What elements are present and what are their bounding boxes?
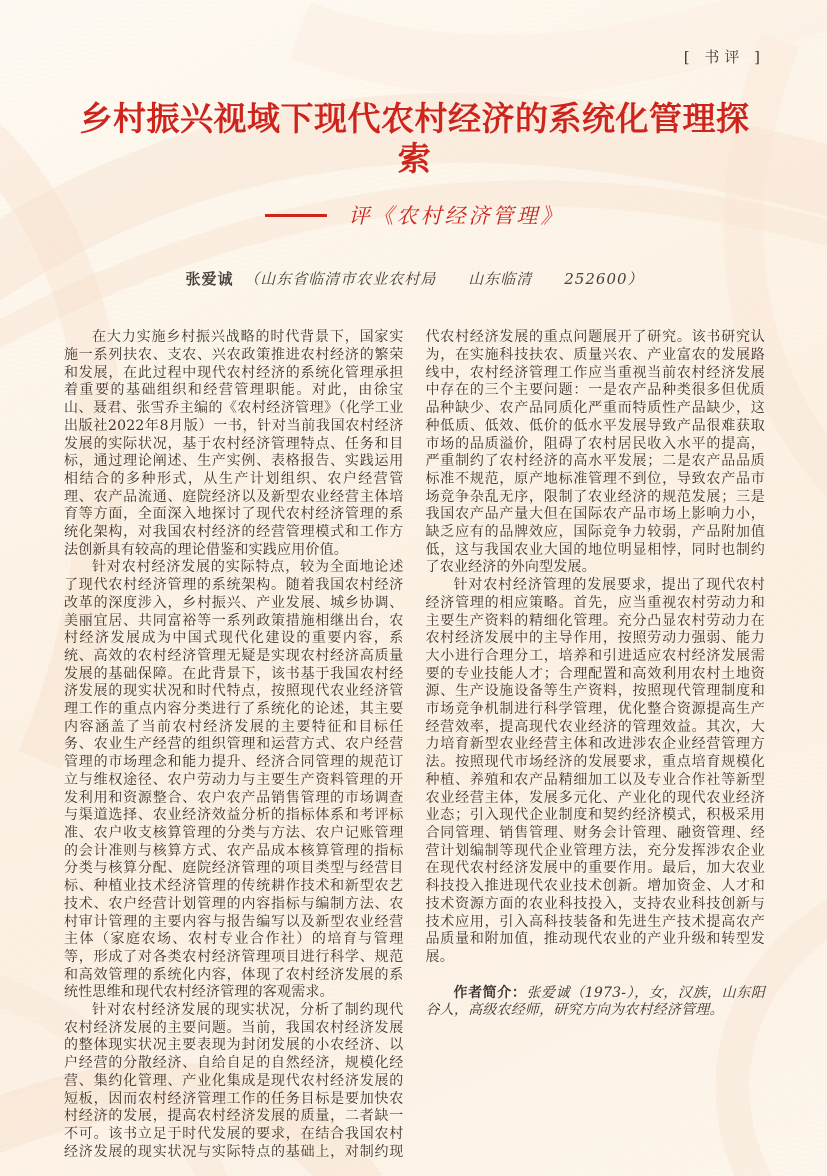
author-name: 张爱诚 bbox=[185, 270, 234, 289]
author-bio bbox=[426, 985, 766, 1020]
body-paragraph-3: 针对农村经济发展的现实状况，分析了制约现代农村经济发展的主要问题。当前，我国农村经济发展的整体现实状况主要表现为封闭发展的小农经济、以户经营的分散经济、自给自足的自然经济，规模化经营、集约化管理、产业化集成是现代农村经济发展的短板，因而农村经济管理工作的任务目标是要加快农村经济的发展，提高农村经济发展的质量，二者缺一不可。该书立足于时代发展的要求，在结合我国农村经济发展的现实状况与实际特点的基础上，对制约现代农村经济发展的重点问题展开了研究。该书研究认为，在实施科技扶农、质量兴农、产业富农的发展路线中，农村经济管理工作应当重视当前农村经济发展中存在的三个主要问题：一是农产品种类很多但优质品种缺少、农产品同质化严重而特质性产品缺少，这种低质、低效、低价的低水平发展导致产品很难获取市场的品质溢价，阻碍了农村居民收入水平的提高，严重制约了农村经济的高水平发展；二是农产品品质标准不规范，原产地标准管理不到位，导致农产品市场竞争杂乱无序，限制了农业经济的规范发展；三是我国农产品产量大但在国际农产品市场上影响力小，缺乏应有的品牌效应，国际竞争力较弱，产品附加值低，这与我国农业大国的地位明显相悖，同时也制约了农业经济的外向型发展。 bbox=[64, 329, 765, 1160]
subtitle-text: 评《农村经济管理》 bbox=[348, 204, 565, 229]
body-paragraph-2: 针对农村经济发展的实际特点，较为全面地论述了现代农村经济管理的系统架构。随着我国农村经济改革的深度涉入，乡村振兴、产业发展、城乡协调、美丽宜居、共同富裕等一系列政策措施相继出台，农村经济发展成为中国式现代化建设的重要内容，系统、高效的农村经济管理无疑是实现农村经济高质量发展的基础保障。在此背景下，该书基于我国农村经济发展的现实状况和时代特点，按照现代农业经济管理工作的重点内容分类进行了系统化的论述，其主要内容涵盖了当前农村经济发展的主要特征和目标任务、农业生产经营的组织管理和运营方式、农户经营管理的市场理念和能力提升、经济合同管理的规范订立与维权途径、农户劳动力与主要生产资料管理的开发利用和资源整合、农户农产品销售管理的市场调查与渠道选择、农业经济效益分析的指标体系和考评标准、农户收支核算管理的分类与方法、农户记账管理的会计准则与核算方式、农产品成本核算管理的指标分类与核算分配、庭院经济管理的项目类型与经营目标、种植业技术经济管理的传统耕作技术和新型农艺技术、农户经营计划管理的内容指标与编制方法、农村审计管理的主要内容与报告编写以及新型农业经营主体（家庭农场、农村专业合作社）的培育与管理等，形成了对各类农村经济管理项目进行科学、规范和高效管理的系统化内容，体现了农村经济发展的系统性思维和现代农村经济管理的客观需求。 bbox=[64, 559, 404, 1001]
category-tag: [ 书评 ] bbox=[683, 48, 765, 66]
body-paragraph-1: 在大力实施乡村振兴战略的时代背景下，国家实施一系列扶农、支农、兴农政策推进农村经济的繁荣和发展，在此过程中现代农村经济的系统化管理承担着重要的基础组织和经营管理职能。对此，由徐宝山、聂君、张雪乔主编的《农村经济管理》（化学工业出版社2022年8月版）一书，针对当前我国农村经济发展的实际状况，基于农村经济管理特点、任务和目标，通过理论阐述、生产实例、表格报告、实践运用相结合的多种形式，从生产计划组织、农户经营管理、农产品流通、庭院经济以及新型农业经营主体培育等方面，全面深入地探讨了现代农村经济管理的系统化架构，对我国农村经济的经营管理模式和工作方法创新具有较高的理论借鉴和实践应用价值。 bbox=[64, 329, 404, 558]
subtitle-dash-line bbox=[265, 214, 327, 217]
article-subtitle bbox=[64, 200, 765, 230]
author-bio-label: 作者简介： bbox=[453, 984, 527, 1001]
byline bbox=[64, 268, 765, 289]
author-affiliation: （山东省临清市农业农村局 山东临清 252600） bbox=[244, 270, 644, 289]
article-title: 乡村振兴视域下现代农村经济的系统化管理探索 bbox=[79, 100, 750, 177]
article-body-two-columns bbox=[64, 329, 765, 1176]
body-paragraph-4: 针对农村经济管理的发展要求，提出了现代农村经济管理的相应策略。首先，应当重视农村劳动力和主要生产资料的精细化管理。充分凸显农村劳动力在农村经济发展中的主导作用，按照劳动力强弱、能力大小进行合理分工，培养和引进适应农村经济发展需要的专业技能人才；合理配置和高效利用农村土地资源、生产设施设备等生产资料，按照现代管理制度和市场竞争机制进行科学管理，优化整合资源提高生产经营效率，提高现代农业经济的管理效益。其次，大力培育新型农业经营主体和改进涉农企业经营管理方法。按照现代市场经济的发展要求，重点培育规模化种植、养殖和农产品精细加工以及专业合作社等新型农业经营主体，发展多元化、产业化的现代农业经济业态；引入现代企业制度和契约经济模式，积极采用合同管理、销售管理、财务会计管理、融资管理、经营计划编制等现代企业管理方法，充分发挥涉农企业在现代农村经济发展中的重要作用。最后，加大农业科技投入推进现代农业技术创新。增加资金、人才和技术资源方面的农业科技投入，支持农业科技创新与技术应用，引入高科技装备和先进生产技术提高农产品质量和附加值，推动现代农业的产业升级和转型发展。 bbox=[425, 577, 765, 965]
author-bio-text: 张爱诚（1973-），女，汉族，山东阳谷人，高级农经师，研究方向为农村经济管理。 bbox=[425, 984, 765, 1019]
